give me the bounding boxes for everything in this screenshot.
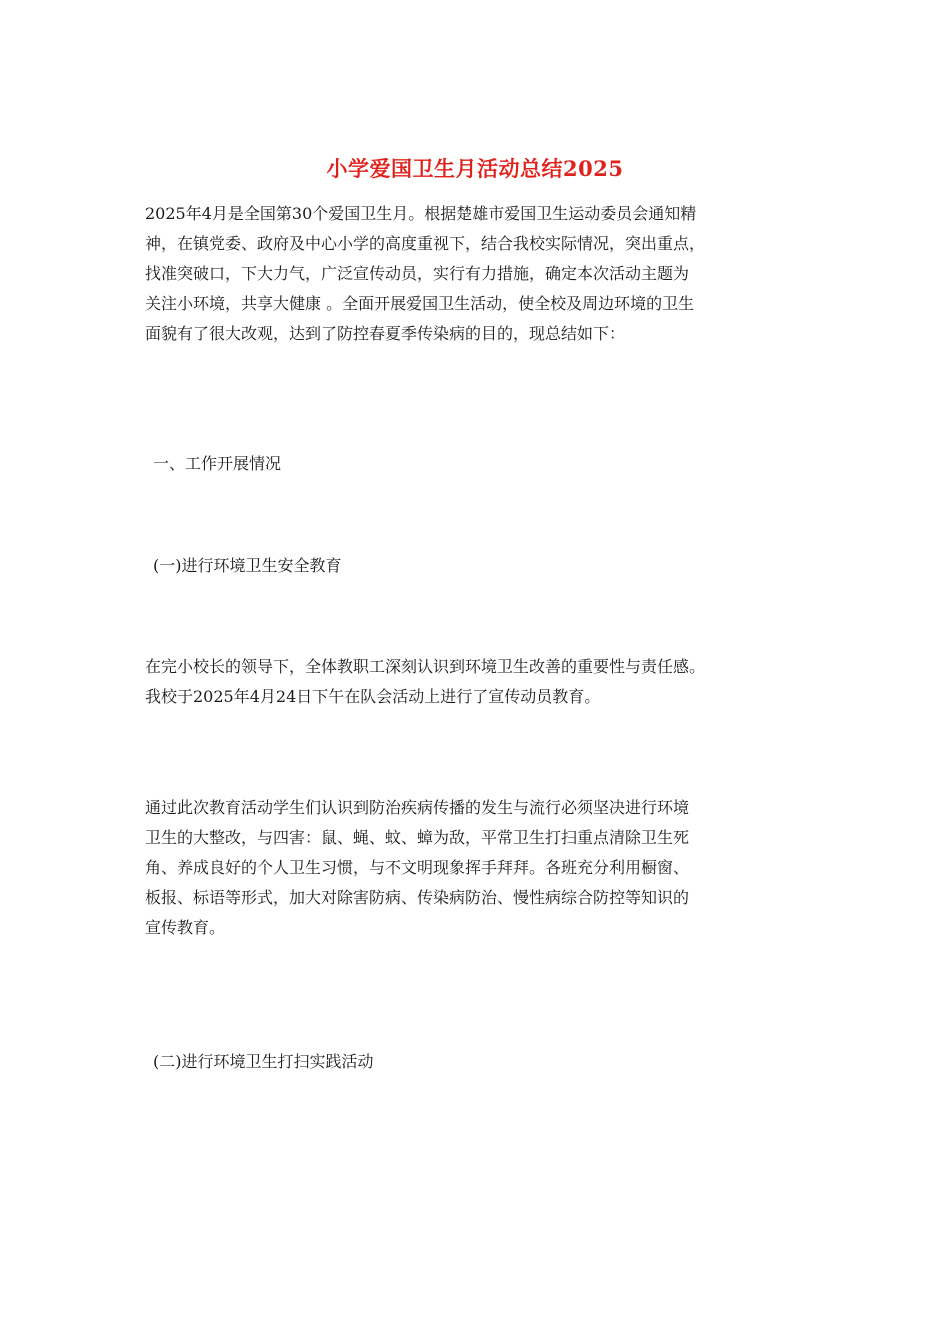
body-paragraph <box>145 652 815 712</box>
paragraph-line: 通过此次教育活动学生们认识到防治疾病传播的发生与流行必须坚决进行环境 <box>145 798 690 817</box>
paragraph-line: 宣传教育。 <box>145 918 226 937</box>
section-heading: 一、工作开展情况 <box>153 454 282 473</box>
intro-paragraph <box>145 199 815 349</box>
paragraph-line: 角、养成良好的个人卫生习惯，与不文明现象挥手拜拜。各班充分利用橱窗、 <box>145 858 690 877</box>
paragraph-line: 关注小环境，共享大健康 。全面开展爱国卫生活动，使全校及周边环境的卫生 <box>145 294 695 313</box>
paragraph-line: 我校于2025年4月24日下午在队会活动上进行了宣传动员教育。 <box>145 687 601 706</box>
paragraph-line: 2025年4月是全国第30个爱国卫生月。根据楚雄市爱国卫生运动委员会通知精 <box>145 204 697 223</box>
paragraph-line: 卫生的大整改，与四害：鼠、蝇、蚊、蟑为敌，平常卫生打扫重点清除卫生死 <box>145 828 690 847</box>
paragraph-line: 在完小校长的领导下，全体教职工深刻认识到环境卫生改善的重要性与责任感。 <box>145 657 706 676</box>
document-title: 小学爱国卫生月活动总结2025 <box>326 156 624 181</box>
paragraph-line: 面貌有了很大改观，达到了防控春夏季传染病的目的，现总结如下： <box>145 324 626 343</box>
paragraph-line: 神，在镇党委、政府及中心小学的高度重视下，结合我校实际情况，突出重点， <box>145 234 706 253</box>
subsection-heading: (一)进行环境卫生安全教育 <box>153 556 342 575</box>
paragraph-line: 板报、标语等形式，加大对除害防病、传染病防治、慢性病综合防控等知识的 <box>145 888 690 907</box>
paragraph-line: 找准突破口，下大力气，广泛宣传动员，实行有力措施，确定本次活动主题为 <box>145 264 690 283</box>
subsection-heading: (二)进行环境卫生打扫实践活动 <box>153 1052 374 1071</box>
body-paragraph <box>145 793 815 943</box>
